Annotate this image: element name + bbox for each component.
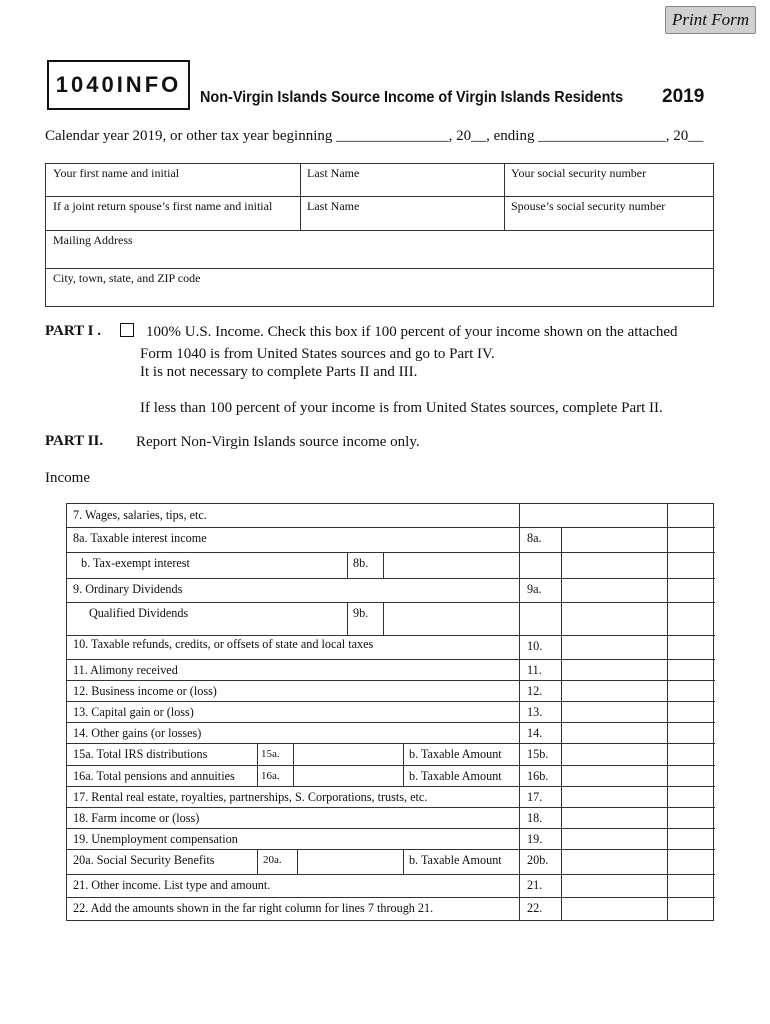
- line-10-number: 10.: [527, 639, 543, 653]
- mailing-address-label: Mailing Address: [53, 233, 133, 247]
- line-18-label: 18. Farm income or (loss): [73, 811, 200, 825]
- line-10-label: 10. Taxable refunds, credits, or offsets of state and local taxes: [73, 637, 374, 651]
- line-9a-amount[interactable]: [562, 579, 667, 602]
- line-19-amount[interactable]: [562, 829, 667, 849]
- line-20a-label: 20a. Social Security Benefits: [73, 853, 215, 867]
- line-9b-row: [67, 603, 713, 635]
- line-17-label: 17. Rental real estate, royalties, partnerships, S. Corporations, trusts, etc.: [73, 790, 428, 804]
- line-7-amount[interactable]: [668, 505, 714, 527]
- line-21-amount[interactable]: [562, 875, 667, 897]
- first-name-field[interactable]: [46, 164, 300, 196]
- spouse-row: [46, 197, 713, 231]
- line-14-label: 14. Other gains (or losses): [73, 726, 202, 740]
- line-20a-number: 20a.: [263, 854, 282, 866]
- line-8b-amount[interactable]: [384, 553, 518, 578]
- line-20b-label: b. Taxable Amount: [409, 853, 502, 867]
- line-13-label: 13. Capital gain or (loss): [73, 705, 194, 719]
- line-19-label: 19. Unemployment compensation: [73, 832, 238, 846]
- income-heading: Income: [45, 470, 90, 486]
- line-9a-number: 9a.: [527, 582, 542, 596]
- form-title: Non-Virgin Islands Source Income of Virgin Islands Residents: [200, 89, 624, 106]
- line-22-row: [67, 898, 713, 921]
- line-16-row: [67, 766, 713, 786]
- ssn-label: Your social security number: [511, 166, 647, 180]
- line-15a-number: 15a.: [261, 748, 280, 760]
- form-id-box: 1040INFO: [47, 60, 190, 110]
- line-15a-label: 15a. Total IRS distributions: [73, 747, 208, 761]
- line-8b-number: 8b.: [353, 556, 369, 570]
- line-16a-amount[interactable]: [294, 766, 402, 786]
- line-11-amount[interactable]: [562, 660, 667, 680]
- city-row: [46, 269, 713, 307]
- part-2-label: PART II.: [45, 433, 104, 449]
- line-22-label: 22. Add the amounts shown in the far right column for lines 7 through 21.: [73, 901, 434, 915]
- city-state-zip-field[interactable]: [46, 269, 713, 307]
- line-16b-label: b. Taxable Amount: [409, 769, 502, 783]
- line-12-number: 12.: [527, 684, 543, 698]
- line-20b-number: 20b.: [527, 853, 549, 867]
- line-18-row: [67, 808, 713, 828]
- last-name-field[interactable]: [300, 164, 504, 196]
- line-22-amount[interactable]: [562, 898, 667, 921]
- line-7-row: [67, 505, 713, 527]
- line-20-row: [67, 850, 713, 874]
- mailing-address-field[interactable]: [46, 231, 713, 268]
- line-13-amount[interactable]: [562, 702, 667, 722]
- line-21-number: 21.: [527, 878, 543, 892]
- line-17-row: [67, 787, 713, 807]
- line-8b-row: [67, 553, 713, 578]
- line-19-number: 19.: [527, 832, 543, 846]
- spouse-first-name-field[interactable]: [46, 197, 300, 230]
- line-14-row: [67, 723, 713, 743]
- part-2-text: Report Non-Virgin Islands source income only.: [136, 434, 420, 450]
- line-10-row: [67, 636, 713, 659]
- line-15a-amount[interactable]: [294, 744, 402, 765]
- line-8b-label: b. Tax-exempt interest: [81, 556, 190, 570]
- line-7-label: 7. Wages, salaries, tips, etc.: [73, 508, 207, 522]
- line-21-label: 21. Other income. List type and amount.: [73, 878, 271, 892]
- line-12-label: 12. Business income or (loss): [73, 684, 217, 698]
- taxpayer-info-box: [45, 163, 714, 307]
- line-11-row: [67, 660, 713, 680]
- part-1-line-1: 100% U.S. Income. Check this box if 100 percent of your income shown on the attached: [146, 324, 678, 340]
- line-15b-number: 15b.: [527, 747, 549, 761]
- part-1-line-3: It is not necessary to complete Parts II and III.: [140, 364, 418, 380]
- form-year: 2019: [662, 86, 705, 107]
- line-12-row: [67, 681, 713, 701]
- spouse-last-name-field[interactable]: [300, 197, 504, 230]
- spouse-last-name-label: Last Name: [307, 199, 360, 213]
- spouse-ssn-field[interactable]: [504, 197, 714, 230]
- line-13-row: [67, 702, 713, 722]
- line-9b-number: 9b.: [353, 606, 369, 620]
- line-8a-label: 8a. Taxable interest income: [73, 531, 207, 545]
- line-16b-number: 16b.: [527, 769, 549, 783]
- line-19-row: [67, 829, 713, 849]
- address-row: [46, 231, 713, 269]
- last-name-label: Last Name: [307, 166, 360, 180]
- line-18-number: 18.: [527, 811, 543, 825]
- line-20b-amount[interactable]: [562, 850, 667, 874]
- line-9-row: [67, 579, 713, 602]
- line-18-amount[interactable]: [562, 808, 667, 828]
- line-16a-label: 16a. Total pensions and annuities: [73, 769, 235, 783]
- line-21-row: [67, 875, 713, 897]
- income-table: [66, 503, 714, 921]
- line-17-number: 17.: [527, 790, 543, 804]
- part-1-label: PART I .: [45, 323, 102, 339]
- line-15b-label: b. Taxable Amount: [409, 747, 502, 761]
- spouse-first-name-label: If a joint return spouse’s first name and initial: [53, 199, 273, 213]
- line-11-number: 11.: [527, 663, 542, 677]
- line-14-amount[interactable]: [562, 723, 667, 743]
- name-row: [46, 164, 713, 197]
- city-state-zip-label: City, town, state, and ZIP code: [53, 271, 201, 285]
- line-8a-number: 8a.: [527, 531, 542, 545]
- line-11-label: 11. Alimony received: [73, 663, 178, 677]
- ssn-field[interactable]: [504, 164, 714, 196]
- line-8a-row: [67, 528, 713, 552]
- line-9b-label: Qualified Dividends: [89, 606, 189, 620]
- line-22-number: 22.: [527, 901, 543, 915]
- line-13-number: 13.: [527, 705, 543, 719]
- line-9-label: 9. Ordinary Dividends: [73, 582, 183, 596]
- line-16a-number: 16a.: [261, 770, 280, 782]
- part-1-note: If less than 100 percent of your income is from United States sources, complete Part II.: [140, 400, 663, 416]
- line-15-row: [67, 744, 713, 765]
- line-10-amount[interactable]: [562, 636, 667, 659]
- spouse-ssn-label: Spouse’s social security number: [511, 199, 666, 213]
- line-14-number: 14.: [527, 726, 543, 740]
- line-17-amount[interactable]: [562, 787, 667, 807]
- line-16b-amount[interactable]: [562, 766, 667, 786]
- line-12-amount[interactable]: [562, 681, 667, 701]
- print-form-button[interactable]: Print Form: [665, 6, 756, 34]
- calendar-year-line: Calendar year 2019, or other tax year beginning _______________, 20__, ending _________________, 20__: [45, 128, 704, 144]
- line-20a-amount[interactable]: [298, 850, 402, 874]
- first-name-label: Your first name and initial: [53, 166, 180, 180]
- us-income-checkbox[interactable]: [120, 323, 134, 337]
- line-8a-amount[interactable]: [562, 528, 667, 552]
- part-1-line-2: Form 1040 is from United States sources and go to Part IV.: [140, 346, 495, 362]
- line-9b-amount[interactable]: [384, 603, 518, 635]
- line-15b-amount[interactable]: [562, 744, 667, 765]
